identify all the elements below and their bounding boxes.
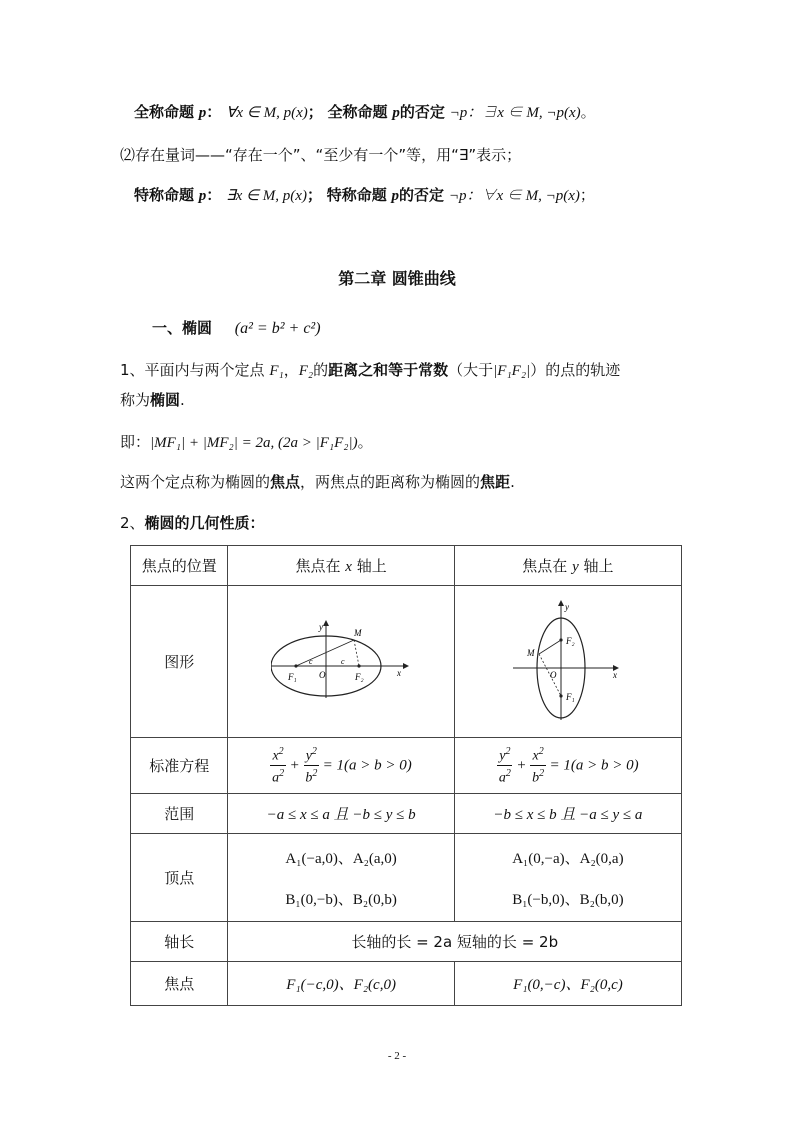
vertex-y: A₁(0,−a)、A₂(0,a) B₁(−b,0)、B₂(b,0) [454, 834, 681, 922]
label-origin: O [319, 669, 326, 680]
label-f1: F₁ [565, 691, 575, 702]
existential-neg-formula: ¬p：∀x ∈ M, ¬p(x) [448, 188, 580, 204]
row-label-vertex: 顶点 [131, 834, 228, 922]
table-row [131, 794, 682, 834]
section-heading-formula: (a² = b² + c²) [234, 320, 321, 337]
range-x: −a ≤ x ≤ a 且 −b ≤ y ≤ b [228, 794, 454, 834]
figure-x-ellipse [228, 586, 454, 738]
universal-proposition-line: 全称命题 p： ∀x ∈ M, p(x)； 全称命题 p的否定 ¬p：∃x ∈ M, ¬p(x)。 [134, 103, 596, 121]
universal-formula: ∀x ∈ M, p(x) [226, 105, 308, 121]
chapter-title: 第二章 圆锥曲线 [338, 269, 456, 288]
focus-x: F₁(−c,0)、F₂(c,0) [228, 962, 454, 1006]
section-heading-text: 一、椭圆 [152, 319, 213, 337]
universal-neg-mid: 的否定 [399, 103, 445, 121]
definition-formula: 即：|MF₁| + |MF₂| = 2a, (2a > |F₁F₂|)。 [120, 433, 373, 451]
axis-lengths: 长轴的长 = 2a 短轴的长 = 2b [228, 922, 682, 962]
label-y: y [319, 621, 324, 632]
equation-x: $\frac{x^2}{a^2}$ + $\frac{y^2}{b^2}$ = 1(a > b > 0) [228, 738, 454, 794]
existential-proposition-line: 特称命题 p： ∃x ∈ M, p(x)； 特称命题 p的否定 ¬p：∀x ∈ M, ¬p(x)； [134, 186, 595, 204]
figure-y-ellipse [454, 586, 681, 738]
header-focus-position: 焦点的位置 [131, 546, 228, 586]
equation-y: $\frac{y^2}{a^2}$ + $\frac{x^2}{b^2}$ = 1(a > b > 0) [454, 738, 681, 794]
table-row [131, 922, 682, 962]
row-label-figure: 图形 [131, 586, 228, 738]
existential-intro: ⑵存在量词——“存在一个”、“至少有一个”等，用“∃”表示； [120, 146, 522, 164]
universal-p: p [198, 105, 207, 121]
row-label-equation: 标准方程 [131, 738, 228, 794]
properties-heading: 2、椭圆的几何性质： [120, 514, 265, 532]
range-y: −b ≤ x ≤ b 且 −a ≤ y ≤ a [454, 794, 681, 834]
label-f1: F₁ [288, 671, 297, 682]
label-m: M [526, 647, 535, 658]
table-row [131, 546, 682, 586]
table-row [131, 834, 682, 922]
label-x: x [612, 669, 617, 680]
universal-neg-label: 全称命题 [327, 103, 388, 121]
row-label-range: 范围 [131, 794, 228, 834]
section-heading [152, 317, 321, 338]
universal-neg-formula: ¬p：∃x ∈ M, ¬p(x) [449, 105, 581, 121]
focus-y: F₁(0,−c)、F₂(0,c) [454, 962, 681, 1006]
existential-formula: ∃x ∈ M, p(x) [226, 188, 307, 204]
focus-definition: 这两个定点称为椭圆的焦点，两焦点的距离称为椭圆的焦距. [120, 473, 515, 491]
vertex-x: A₁(−a,0)、A₂(a,0) B₁(0,−b)、B₂(0,b) [228, 834, 454, 922]
label-origin: O [549, 669, 557, 680]
label-f2: F₂ [355, 671, 364, 682]
existential-neg-label: 特称命题 [326, 186, 387, 204]
header-y-axis: 焦点在 y 轴上 [454, 546, 681, 586]
definition-bold: 距离之和等于常数 [328, 361, 449, 379]
label-m: M [354, 627, 362, 638]
row-label-axis: 轴长 [131, 922, 228, 962]
existential-neg-mid: 的否定 [399, 186, 445, 204]
existential-end: ； [579, 186, 595, 204]
universal-end: 。 [580, 103, 596, 121]
header-x-axis: 焦点在 x 轴上 [228, 546, 454, 586]
existential-label: 特称命题 [134, 186, 195, 204]
table-row [131, 586, 682, 738]
ellipse-properties-table [130, 545, 682, 1006]
page-number: - 2 - [387, 1050, 407, 1062]
definition-line-2: 称为椭圆. [120, 391, 185, 409]
label-y: y [564, 601, 569, 612]
label-f2: F₂ [565, 635, 575, 646]
horizontal-ellipse-diagram [271, 620, 411, 700]
definition-line-1: 1、平面内与两个定点 F₁，F₂的距离之和等于常数（大于|F₁F₂|）的点的轨迹 [120, 361, 621, 379]
universal-label: 全称命题 [134, 103, 195, 121]
table-row [131, 962, 682, 1006]
vertical-ellipse-diagram [513, 598, 623, 722]
label-x: x [397, 667, 402, 678]
label-c: c [309, 656, 313, 666]
table-row [131, 738, 682, 794]
label-c: c [341, 656, 345, 666]
row-label-focus: 焦点 [131, 962, 228, 1006]
